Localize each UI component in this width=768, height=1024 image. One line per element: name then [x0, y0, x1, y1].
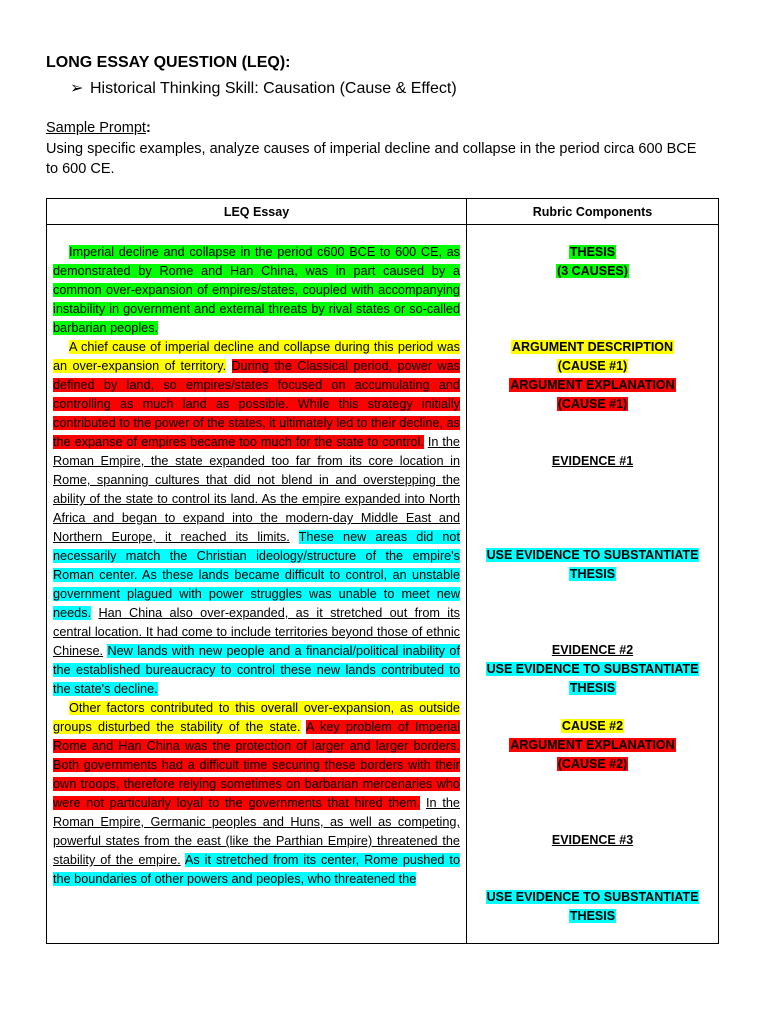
rubric-use-evidence-1a-label: USE EVIDENCE TO SUBSTANTIATE	[486, 548, 699, 562]
rubric-cause-2-b	[467, 755, 718, 774]
rubric-header: Rubric Components	[467, 199, 719, 225]
essay-text	[53, 243, 460, 889]
rubric-use-evidence-3a	[467, 888, 718, 907]
substantiate-highlight-3: As it stretched from its center, Rome pushed to the boundaries of other powers and peoples, who threatened the	[53, 853, 461, 886]
thesis-highlight: Imperial decline and collapse in the period c600 BCE to 600 CE, as demonstrated by Rome and Han China, was in part caused by a common over-expansion of empires/states, coupled with accompanying instability in government and external threats by rival states or so-called barbarian peoples.	[53, 245, 460, 335]
rubric-evidence-1	[467, 452, 718, 471]
prompt-label-text: Sample Prompt	[46, 120, 146, 136]
rubric-use-evidence-3b-label: THESIS	[569, 909, 616, 923]
rubric-use-evidence-3a-label: USE EVIDENCE TO SUBSTANTIATE	[486, 890, 699, 904]
rubric-argument-explanation-1	[467, 376, 718, 395]
rubric-argument-description	[467, 338, 718, 357]
leq-essay-header: LEQ Essay	[47, 199, 467, 225]
argument-explanation-2-highlight: A key problem of Imperial Rome and Han China was the protection of larger and larger borders. Both governments had a difficult time securing these borders with their own troops, therefore relying sometimes on barbarian mercenaries who were not particularly loyal to the governments that hired them.	[53, 720, 460, 810]
rubric-use-evidence-2a	[467, 660, 718, 679]
rubric-cause-2	[467, 717, 718, 736]
rubric-evidence-3-label: EVIDENCE #3	[551, 833, 634, 847]
rubric-use-evidence-2b-label: THESIS	[569, 681, 616, 695]
rubric-evidence-2	[467, 641, 718, 660]
rubric-evidence-1-label: EVIDENCE #1	[551, 454, 634, 468]
rubric-use-evidence-1a	[467, 546, 718, 565]
rubric-thesis-label: THESIS	[569, 245, 616, 259]
arrow-bullet-icon: ➢	[70, 80, 84, 97]
essay-paragraph-2	[53, 338, 460, 699]
table-header-row	[47, 199, 719, 225]
rubric-use-evidence-1b	[467, 565, 718, 584]
prompt-label	[46, 120, 151, 136]
evidence-1-text: In the Roman Empire, the state expanded too far from its core location in Rome, spanning cultures that did not blend in and overstepping the ability of the state to control its land. As the empire expanded into North Africa and began to expand into the modern-day Middle East and Northern Europe, it reached its limits.	[53, 435, 460, 544]
rubric-cause-1-a	[467, 357, 718, 376]
substantiate-highlight-1: These new areas did not necessarily match the Christian ideology/structure of the empire's Roman center. As these lands became difficult to control, an unstable government plagued with power struggles was unable to meet new needs.	[53, 530, 460, 620]
argument-description-highlight: A chief cause of imperial decline and collapse during this period was an over-expansion of territory.	[53, 340, 460, 373]
argument-explanation-highlight: During the Classical period, power was defined by land, so empires/states focused on accumulating and controlling as much land as possible. While this strategy initially contributed to the power of the states, it ultimately led to their decline, as the expanse of empires became too much for the state to control.	[53, 359, 461, 449]
rubric-cause-1-a-label: (CAUSE #1)	[557, 359, 628, 373]
rubric-cell	[467, 225, 719, 944]
rubric-argument-explanation-2-label: ARGUMENT EXPLANATION	[510, 738, 675, 752]
rubric-cause-2-label: CAUSE #2	[561, 719, 624, 733]
rubric-use-evidence-2a-label: USE EVIDENCE TO SUBSTANTIATE	[486, 662, 699, 676]
prompt-text: Using specific examples, analyze causes of imperial decline and collapse in the period circa 600 BCE to 600 CE.	[46, 141, 697, 177]
rubric-thesis	[467, 243, 718, 262]
table-row	[47, 225, 719, 944]
cause-2-highlight: Other factors contributed to this overall over-expansion, as outside groups disturbed the stability of the state.	[53, 701, 460, 734]
rubric-use-evidence-1b-label: THESIS	[569, 567, 616, 581]
rubric-cause-2-b-label: (CAUSE #2)	[557, 757, 628, 771]
rubric-cause-1-b	[467, 395, 718, 414]
page-title: LONG ESSAY QUESTION (LEQ):	[46, 54, 291, 71]
rubric-use-evidence-3b	[467, 907, 718, 926]
rubric-evidence-2-label: EVIDENCE #2	[551, 643, 634, 657]
leq-table	[46, 198, 719, 944]
rubric-argument-explanation-1-label: ARGUMENT EXPLANATION	[510, 378, 675, 392]
substantiate-highlight-2: New lands with new people and a financial/political inability of the established bureaucracy to control these new lands contributed to the state's decline.	[53, 644, 460, 696]
rubric-cause-1-b-label: (CAUSE #1)	[557, 397, 628, 411]
rubric-use-evidence-2b	[467, 679, 718, 698]
evidence-3-text: In the Roman Empire, Germanic peoples and Huns, as well as competing, powerful states from the east (like the Parthian Empire) threatened the stability of the empire.	[53, 796, 460, 867]
evidence-2-text: Han China also over-expanded, as it stretched out from its central location. It had come to include territories beyond those of ethnic Chinese.	[53, 606, 460, 658]
skill-bullet	[70, 78, 457, 98]
essay-paragraph-1	[53, 243, 460, 338]
skill-text: Historical Thinking Skill: Causation (Cause & Effect)	[90, 80, 457, 97]
rubric-three-causes	[467, 262, 718, 281]
prompt-label-colon: :	[145, 120, 151, 136]
rubric-argument-explanation-2	[467, 736, 718, 755]
rubric-evidence-3	[467, 831, 718, 850]
rubric-argument-description-label: ARGUMENT DESCRIPTION	[511, 340, 674, 354]
essay-cell	[47, 225, 467, 944]
rubric-three-causes-label: (3 CAUSES)	[557, 264, 628, 278]
essay-paragraph-3	[53, 699, 460, 889]
